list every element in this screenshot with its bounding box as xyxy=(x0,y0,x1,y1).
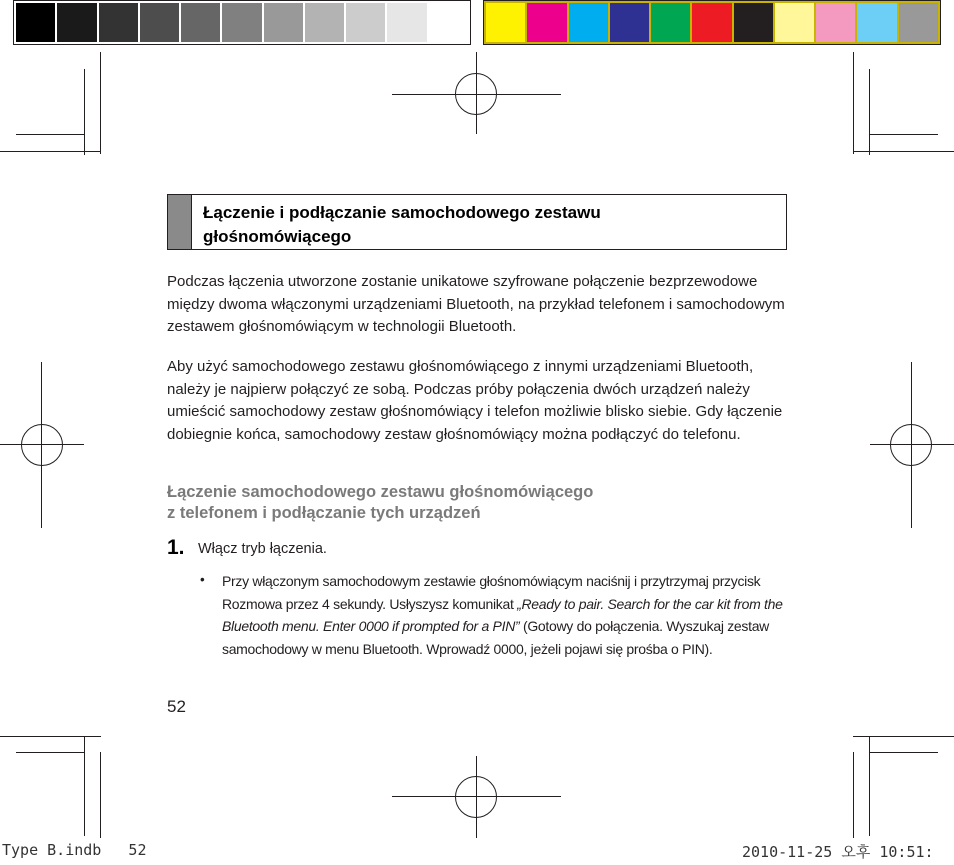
crop-mark xyxy=(84,736,85,836)
gray-swatch xyxy=(305,3,344,42)
crop-mark xyxy=(0,151,101,152)
gray-swatch xyxy=(222,3,261,42)
crop-mark xyxy=(16,134,85,135)
gray-swatch xyxy=(16,3,55,42)
gray-swatch xyxy=(387,3,426,42)
color-swatch xyxy=(734,3,773,42)
color-swatch xyxy=(486,3,525,42)
color-swatch xyxy=(775,3,814,42)
gray-swatch xyxy=(140,3,179,42)
color-swatch xyxy=(651,3,690,42)
subheading xyxy=(167,482,593,524)
color-swatch xyxy=(857,3,896,42)
crop-mark xyxy=(100,752,101,838)
subheading-line-1: Łączenie samochodowego zestawu głośnomówiącego xyxy=(167,483,594,501)
crop-mark xyxy=(869,69,870,155)
crop-mark xyxy=(869,736,870,836)
process-color-bar xyxy=(483,0,941,45)
crop-mark xyxy=(0,736,101,737)
color-swatch xyxy=(692,3,731,42)
crop-mark xyxy=(853,736,954,737)
gray-swatch xyxy=(99,3,138,42)
step-text: Włącz tryb łączenia. xyxy=(198,541,327,557)
crop-mark xyxy=(16,752,85,753)
paragraph-1: Podczas łączenia utworzone zostanie unikatowe szyfrowane połączenie bezprzewodowe między dwoma włączonymi urządzeniami Bluetooth, na przykład telefonem i samochodowym zestawem głośnomówiącym w technologii Bluetooth. xyxy=(167,273,785,335)
crop-mark xyxy=(869,134,938,135)
gray-swatch xyxy=(429,3,468,42)
section-heading xyxy=(167,194,787,250)
crop-mark xyxy=(853,151,954,152)
crop-mark xyxy=(84,69,85,155)
color-swatch xyxy=(610,3,649,42)
heading-accent-bar xyxy=(168,195,192,249)
bullet-marker: • xyxy=(200,572,205,587)
grayscale-color-bar xyxy=(13,0,471,45)
gray-swatch xyxy=(57,3,96,42)
page-number: 52 xyxy=(167,697,186,716)
section-title-line-1: Łączenie i podłączanie samochodowego zestawu xyxy=(203,203,601,222)
crop-mark xyxy=(869,752,938,753)
color-swatch xyxy=(569,3,608,42)
color-swatch xyxy=(899,3,938,42)
color-swatch xyxy=(527,3,566,42)
footer-file-text: Type B.indb 52 xyxy=(2,841,147,859)
bullet-text-after: (Gotowy do połączenia. Wyszukaj zestaw samochodowy w menu Bluetooth. Wprowadź 0000, jeżeli pojawi się prośba o PIN). xyxy=(222,618,769,657)
gray-swatch xyxy=(181,3,220,42)
paragraph-2: Aby użyć samochodowego zestawu głośnomówiącego z innymi urządzeniami Bluetooth, należy je najpierw połączyć ze sobą. Podczas próby połączenia dwóch urządzeń należy umieścić samochodowy zestaw głośnomówiący i telefon możliwie blisko siebie. Gdy łączenie dobiegnie końca, samochodowy zestaw głośnomówiący można podłączyć do telefonu. xyxy=(167,358,783,443)
footer-file-info xyxy=(2,841,147,859)
crop-mark xyxy=(853,752,854,838)
bullet-text xyxy=(222,570,788,660)
section-title xyxy=(192,195,601,249)
section-title-line-2: głośnomówiącego xyxy=(203,227,352,246)
crop-mark xyxy=(100,52,101,154)
subheading-line-2: z telefonem i podłączanie tych urządzeń xyxy=(167,504,481,522)
footer-timestamp: 2010-11-25 오후 10:51: xyxy=(742,843,934,861)
bullet-text-quote: „Ready to pair. Search for the car kit from the Bluetooth menu. Enter 0000 if prompted for a PIN” xyxy=(222,595,783,634)
bullet-text-before: Przy włączonym samochodowym zestawie głośnomówiącym naciśnij i przytrzymaj przycisk Rozmowa przez 4 sekundy. Usłyszysz komunikat xyxy=(222,573,761,612)
crop-mark xyxy=(853,52,854,154)
step-number: 1. xyxy=(167,536,185,559)
color-swatch xyxy=(816,3,855,42)
gray-swatch xyxy=(346,3,385,42)
gray-swatch xyxy=(264,3,303,42)
